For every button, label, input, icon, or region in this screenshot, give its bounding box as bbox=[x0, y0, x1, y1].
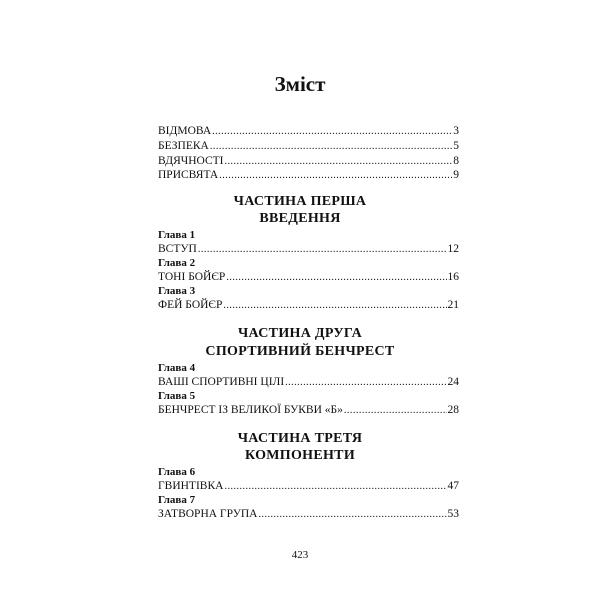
toc-entry-label: ТОНІ БОЙЄР bbox=[158, 271, 226, 283]
dot-leader bbox=[225, 155, 453, 169]
dot-leader bbox=[285, 376, 446, 390]
toc-entry-page: 9 bbox=[453, 169, 459, 181]
toc-entry-label: ФЕЙ БОЙЄР bbox=[158, 299, 223, 311]
toc-entry-label: ВІДМОВА bbox=[158, 125, 212, 137]
toc-entry-page: 16 bbox=[447, 271, 459, 283]
part-heading-3: ЧАСТИНА ТРЕТЯ bbox=[237, 431, 363, 446]
toc-entry-dedication bbox=[158, 168, 459, 182]
toc-entry-label: ПРИСВЯТА bbox=[158, 169, 219, 181]
toc-entry-label: БЕНЧРЕСТ ІЗ ВЕЛИКОЇ БУКВИ «Б» bbox=[158, 404, 343, 416]
dot-leader bbox=[258, 508, 446, 522]
chapter-label: Глава 5 bbox=[158, 390, 196, 402]
toc-entry-page: 28 bbox=[447, 404, 459, 416]
dot-leader bbox=[210, 140, 452, 154]
part-subheading-3: КОМПОНЕНТИ bbox=[244, 448, 356, 463]
dot-leader bbox=[344, 404, 447, 418]
part-subheading-1: ВВЕДЕННЯ bbox=[259, 211, 341, 226]
page-title: Зміст bbox=[274, 72, 326, 96]
dot-leader bbox=[219, 169, 452, 183]
dot-leader bbox=[224, 480, 446, 494]
chapter-label: Глава 6 bbox=[158, 466, 196, 478]
toc-entry-chapter-5 bbox=[158, 403, 459, 417]
toc-entry-page: 21 bbox=[447, 299, 459, 311]
toc-entry-chapter-2 bbox=[158, 270, 459, 284]
toc-entry-safety bbox=[158, 139, 459, 153]
toc-entry-chapter-1 bbox=[158, 242, 459, 256]
toc-entry-label: ВСТУП bbox=[158, 243, 197, 255]
dot-leader bbox=[212, 125, 452, 139]
dot-leader bbox=[226, 271, 446, 285]
toc-entry-page: 47 bbox=[447, 480, 459, 492]
page-number: 423 bbox=[291, 549, 309, 561]
toc-entry-label: БЕЗПЕКА bbox=[158, 140, 209, 152]
toc-entry-page: 8 bbox=[453, 155, 459, 167]
chapter-label: Глава 1 bbox=[158, 229, 196, 241]
part-heading-1: ЧАСТИНА ПЕРША bbox=[233, 194, 367, 209]
toc-entry-label: ВАШІ СПОРТИВНІ ЦІЛІ bbox=[158, 376, 285, 388]
toc-entry-page: 53 bbox=[447, 508, 459, 520]
toc-entry-chapter-6 bbox=[158, 479, 459, 493]
part-subheading-2: СПОРТИВНИЙ БЕНЧРЕСТ bbox=[205, 344, 395, 359]
dot-leader bbox=[223, 299, 446, 313]
toc-entry-label: ЗАТВОРНА ГРУПА bbox=[158, 508, 258, 520]
toc-entry-chapter-3 bbox=[158, 298, 459, 312]
dot-leader bbox=[198, 243, 447, 257]
toc-entry-page: 12 bbox=[447, 243, 459, 255]
toc-entry-page: 24 bbox=[447, 376, 459, 388]
chapter-label: Глава 2 bbox=[158, 257, 196, 269]
chapter-label: Глава 3 bbox=[158, 285, 196, 297]
toc-entry-chapter-7 bbox=[158, 507, 459, 521]
toc-entry-label: ГВИНТІВКА bbox=[158, 480, 224, 492]
part-heading-2: ЧАСТИНА ДРУГА bbox=[237, 326, 363, 341]
toc-entry-disclaimer bbox=[158, 124, 459, 138]
toc-entry-label: ВДЯЧНОСТІ bbox=[158, 155, 224, 167]
chapter-label: Глава 7 bbox=[158, 494, 196, 506]
toc-entry-chapter-4 bbox=[158, 375, 459, 389]
toc-entry-page: 3 bbox=[453, 125, 459, 137]
toc-entry-page: 5 bbox=[453, 140, 459, 152]
toc-entry-acknowledgements bbox=[158, 154, 459, 168]
chapter-label: Глава 4 bbox=[158, 362, 196, 374]
